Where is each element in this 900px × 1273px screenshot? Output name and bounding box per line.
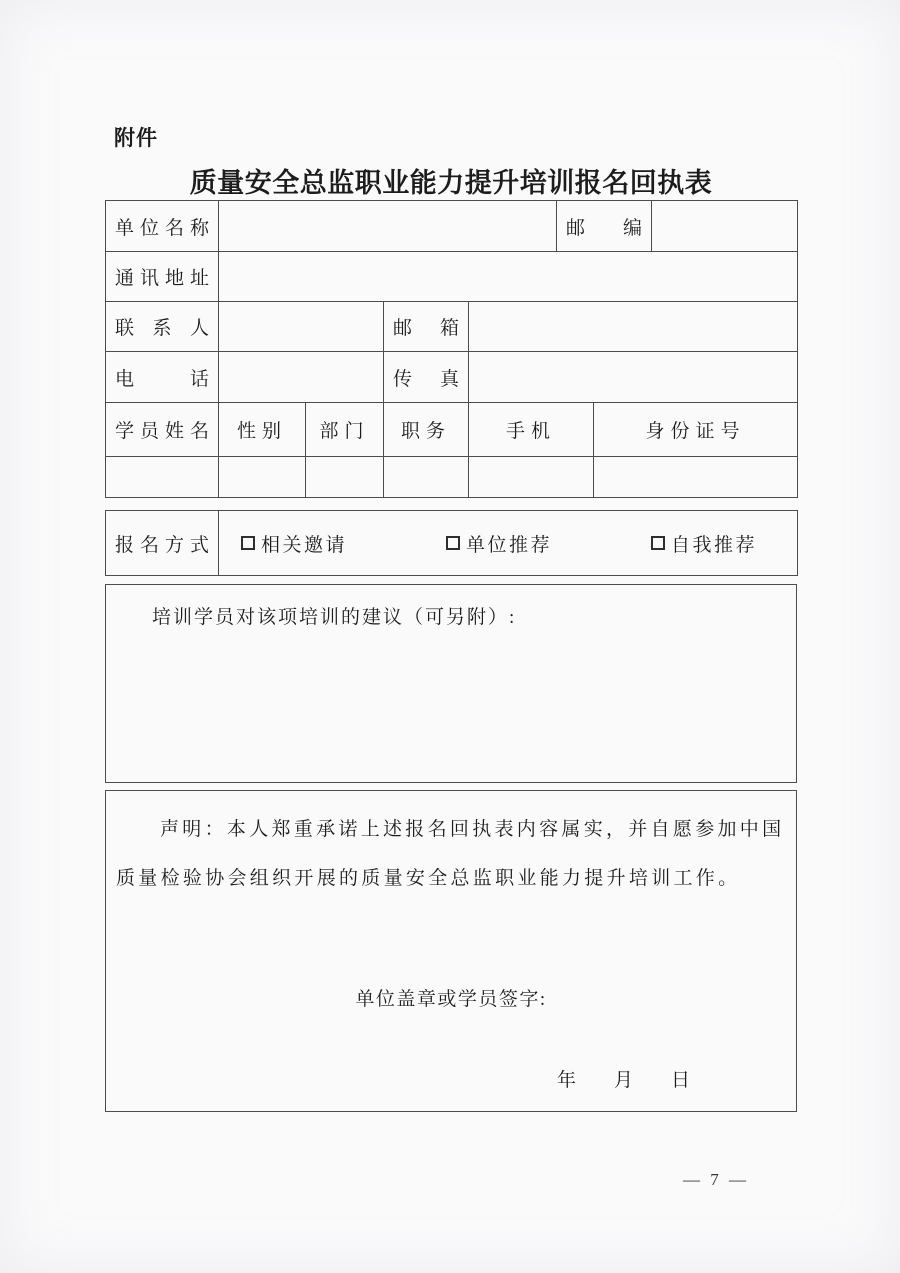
table-row: [106, 302, 798, 352]
registration-options-cell: [219, 511, 798, 576]
gender-header: 性别: [219, 403, 306, 457]
table-row: [106, 201, 798, 252]
option-label: 单位推荐: [465, 534, 552, 556]
student-header-row: [106, 403, 798, 457]
signature-label: 单位盖章或学员签字:: [355, 989, 547, 1010]
registration-method-table: [105, 510, 798, 576]
option-self-recommendation[interactable]: [651, 530, 757, 557]
postal-code-label: 邮编: [557, 201, 652, 252]
registration-method-row: [106, 511, 798, 576]
fax-label: 传真: [384, 352, 469, 403]
checkbox-icon[interactable]: [651, 536, 665, 550]
mobile-header: 手机: [469, 403, 594, 457]
student-name-input[interactable]: [106, 457, 219, 498]
address-input[interactable]: [219, 252, 798, 302]
phone-label: 电话: [106, 352, 219, 403]
address-label: 通讯地址: [106, 252, 219, 302]
department-input[interactable]: [306, 457, 384, 498]
id-number-header: 身份证号: [594, 403, 798, 457]
position-input[interactable]: [384, 457, 469, 498]
checkbox-icon[interactable]: [446, 536, 460, 550]
student-name-header: 学员姓名: [106, 403, 219, 457]
date-label: 年 月 日: [556, 1070, 690, 1091]
attachment-label: 附件: [114, 127, 158, 150]
fax-input[interactable]: [469, 352, 798, 403]
email-input[interactable]: [469, 302, 798, 352]
declaration-section: [105, 790, 797, 1112]
contact-person-label: 联系人: [106, 302, 219, 352]
option-label: 相关邀请: [261, 534, 348, 556]
checkbox-icon[interactable]: [241, 536, 255, 550]
email-label: 邮箱: [384, 302, 469, 352]
declaration-text: 声明：本人郑重承诺上述报名回执表内容属实，并自愿参加中国质量检验协会组织开展的质量安全总监职业能力提升培训工作。: [116, 819, 785, 889]
unit-name-input[interactable]: [219, 201, 557, 252]
option-related-invitation[interactable]: [241, 530, 347, 557]
form-title: 质量安全总监职业能力提升培训报名回执表: [189, 168, 713, 198]
registration-options: [219, 511, 797, 575]
department-header: 部门: [306, 403, 384, 457]
table-row: [106, 352, 798, 403]
gender-input[interactable]: [219, 457, 306, 498]
mobile-input[interactable]: [469, 457, 594, 498]
student-empty-row: [106, 457, 798, 498]
page-number: — 7 —: [683, 1170, 749, 1189]
table-row: [106, 252, 798, 302]
unit-name-label: 单位名称: [106, 201, 219, 252]
suggestion-section: [105, 584, 797, 783]
id-number-input[interactable]: [594, 457, 798, 498]
phone-input[interactable]: [219, 352, 384, 403]
contact-info-table: [105, 200, 798, 498]
option-label: 自我推荐: [670, 534, 757, 556]
suggestion-input-area[interactable]: [106, 629, 796, 759]
registration-method-label: 报名方式: [106, 511, 219, 576]
option-unit-recommendation[interactable]: [446, 530, 552, 557]
suggestion-label: 培训学员对该项培训的建议（可另附）:: [152, 607, 517, 628]
position-header: 职务: [384, 403, 469, 457]
contact-person-input[interactable]: [219, 302, 384, 352]
postal-code-input[interactable]: [652, 201, 798, 252]
